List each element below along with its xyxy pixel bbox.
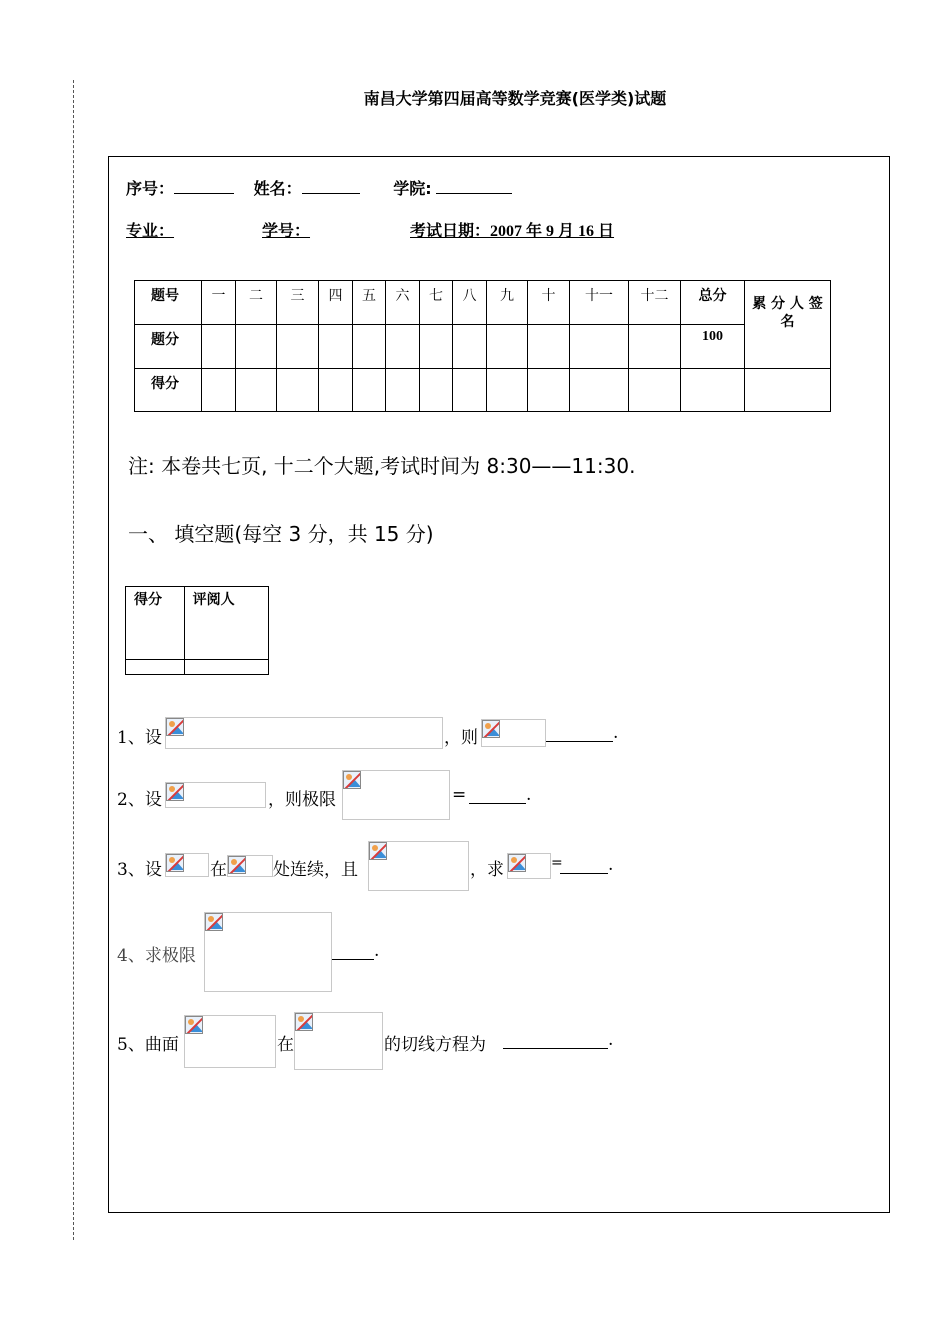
points-cell: [202, 324, 236, 368]
broken-image-icon: [165, 853, 209, 877]
q2-mid: ，则极限: [268, 790, 336, 810]
header-cell: 四: [319, 281, 353, 325]
points-cell: [236, 324, 277, 368]
q2-prefix: 2、设: [117, 790, 162, 810]
score-cell[interactable]: [487, 368, 528, 411]
header-cell: 五: [353, 281, 386, 325]
header-cell: 十一: [570, 281, 629, 325]
q3-at: 在: [210, 860, 227, 880]
points-cell: [386, 324, 420, 368]
header-cell: 三: [277, 281, 319, 325]
q2-end: .: [526, 785, 532, 805]
score-cell[interactable]: [681, 368, 745, 411]
info-row-1: [126, 176, 512, 199]
score-cell[interactable]: [236, 368, 277, 411]
header-cell: 十二: [629, 281, 681, 325]
broken-image-icon: [507, 853, 551, 879]
header-cell: 一: [202, 281, 236, 325]
major-label: 专业：: [126, 221, 175, 240]
broken-image-icon: [165, 717, 443, 749]
score-cell[interactable]: [629, 368, 681, 411]
info-row-2: [126, 218, 614, 241]
score-cell[interactable]: [353, 368, 386, 411]
q5-end: .: [608, 1030, 614, 1050]
broken-image-icon: [227, 855, 273, 877]
q2-eq: =: [452, 785, 467, 805]
points-cell: [319, 324, 353, 368]
points-cell: [570, 324, 629, 368]
score-cell[interactable]: [319, 368, 353, 411]
grader-reviewer-label: 评阅人: [184, 587, 268, 660]
q3-eq: =: [551, 855, 563, 871]
q5-prefix: 5、曲面: [117, 1035, 179, 1055]
q4-end: .: [374, 941, 380, 961]
score-cell[interactable]: [528, 368, 570, 411]
points-cell: [528, 324, 570, 368]
points-cell: [277, 324, 319, 368]
score-header-row: [135, 281, 831, 325]
q5-suffix: 的切线方程为: [384, 1035, 486, 1055]
score-cell[interactable]: [570, 368, 629, 411]
broken-image-icon: [165, 782, 266, 808]
broken-image-icon: [204, 912, 332, 992]
score-cell[interactable]: [386, 368, 420, 411]
header-cell: 题号: [135, 281, 202, 325]
header-cell: 二: [236, 281, 277, 325]
name-blank[interactable]: [302, 178, 360, 194]
header-cell: 八: [453, 281, 487, 325]
seq-blank[interactable]: [174, 178, 234, 194]
header-cell: 总分: [681, 281, 745, 325]
header-cell: 九: [487, 281, 528, 325]
broken-image-icon: [368, 841, 469, 891]
grader-score-label: 得分: [126, 587, 185, 660]
score-table: [134, 280, 831, 412]
score-cell[interactable]: [420, 368, 453, 411]
student-id-label: 学号：: [262, 221, 311, 240]
q3-continuous: 处连续，且: [273, 860, 358, 880]
q1-mid: ，则: [444, 728, 478, 748]
total-points-cell: 100: [681, 324, 745, 368]
score-row-label: 得分: [135, 368, 202, 411]
q1-end: .: [613, 723, 619, 743]
grader-score-cell[interactable]: [126, 660, 185, 675]
points-cell: [629, 324, 681, 368]
date-value: 2007 年 9 月 16 日: [490, 223, 615, 240]
q5-at: 在: [277, 1035, 294, 1055]
broken-image-icon: [481, 719, 546, 747]
exam-title: 南昌大学第四届高等数学竞赛(医学类)试题: [363, 89, 667, 108]
grader-reviewer-cell[interactable]: [184, 660, 268, 675]
q1-prefix: 1、设: [117, 728, 162, 748]
points-cell: [487, 324, 528, 368]
broken-image-icon: [342, 770, 450, 820]
score-cell[interactable]: [453, 368, 487, 411]
q1-answer-blank[interactable]: [546, 741, 613, 742]
q3-end: .: [608, 855, 614, 875]
binding-dashed-line: [73, 80, 74, 1240]
points-cell: [353, 324, 386, 368]
seq-label: 序号：: [126, 179, 175, 198]
section-1-heading: 一、 填空题(每空 3 分，共 15 分): [128, 522, 434, 546]
date-label: 考试日期：: [410, 221, 491, 240]
header-cell: 十: [528, 281, 570, 325]
college-label: 学院:: [393, 179, 432, 198]
header-cell: 六: [386, 281, 420, 325]
q5-answer-blank[interactable]: [503, 1048, 608, 1049]
broken-image-icon: [184, 1015, 276, 1068]
points-cell: [420, 324, 453, 368]
q3-answer-blank[interactable]: [560, 873, 608, 874]
college-blank[interactable]: [436, 178, 512, 194]
points-cell: [453, 324, 487, 368]
q3-prefix: 3、设: [117, 860, 162, 880]
signer-cell: 累 分 人 签名: [745, 281, 831, 369]
score-score-row: [135, 368, 831, 411]
name-label: 姓名：: [253, 179, 302, 198]
q2-answer-blank[interactable]: [469, 803, 526, 804]
score-cell[interactable]: [202, 368, 236, 411]
q3-find: ，求: [470, 860, 504, 880]
grader-table: [125, 586, 269, 675]
exam-note: 注: 本卷共七页, 十二个大题,考试时间为 8:30——11:30.: [128, 454, 636, 478]
score-cell[interactable]: [277, 368, 319, 411]
header-cell: 七: [420, 281, 453, 325]
q4-answer-blank[interactable]: [332, 959, 374, 960]
q4-prefix: 4、求极限: [117, 946, 196, 966]
signer-signature-cell[interactable]: [745, 368, 831, 411]
score-points-row: [135, 324, 831, 368]
broken-image-icon: [294, 1012, 383, 1070]
points-row-label: 题分: [135, 324, 202, 368]
